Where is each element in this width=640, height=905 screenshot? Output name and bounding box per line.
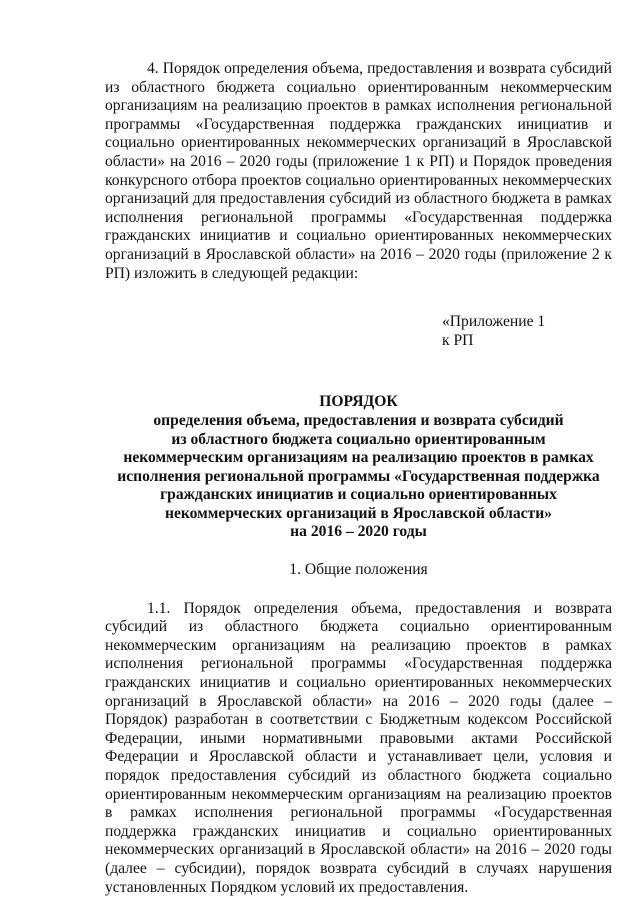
heading-line-6: некоммерческих организаций в Ярославской области» — [165, 504, 552, 522]
paragraph-1-1: 1.1. Порядок определения объема, предоставления и возврата субсидий из областного бюджета социально ориентированным некоммерческим организациям на реализацию проектов в рамках исполнения региональной программы «Государственная поддержка гражданских инициатив и социально ориентированных некоммерческих организаций в Ярославской области» на 2016 – 2020 годы (далее – Порядок) разработан в соответствии с Бюджетным кодексом Российской Федерации, иными нормативными правовыми актами Российской Федерации и Ярославской области и устанавливает цели, условия и порядок предоставления субсидий из областного бюджета социально ориентированным некоммерческим организациям на реализацию проектов в рамках исполнения региональной программы «Государственная поддержка гражданских инициатив и социально ориентированных некоммерческих организаций в Ярославской области» на 2016 – 2020 годы (далее – субсидии), порядок возврата субсидий в случаях нарушения установленных Порядком условий их предоставления. — [105, 599, 612, 896]
appendix-label-line-2: к РП — [442, 331, 474, 349]
heading-line-7: на 2016 – 2020 годы — [290, 523, 427, 541]
heading-line-4: исполнения региональной программы «Государственная поддержка — [117, 467, 600, 485]
heading-line-5: гражданских инициатив и социально ориентированных — [160, 486, 557, 504]
heading-line-3: некоммерческим организациям на реализацию проектов в рамках — [123, 449, 594, 467]
intro-paragraph: 4. Порядок определения объема, предоставления и возврата субсидий из областного бюджета социально ориентированным некоммерческим организациям на реализацию проектов в рамках исполнения региональной программы «Государственная поддержка гражданских инициатив и социально ориентированных некоммерческих организаций в Ярославской области» на 2016 – 2020 годы (приложение 1 к РП) и Порядок проведения конкурсного отбора проектов социально ориентированных некоммерческих организаций для предоставления субсидий из областного бюджета в рамках исполнения региональной программы «Государственная поддержка гражданских инициатив и социально ориентированных некоммерческих организаций в Ярославской области» на 2016 – 2020 годы (приложение 2 к РП) изложить в следующей редакции: — [105, 60, 612, 282]
document-heading — [105, 393, 612, 542]
heading-line-1: определения объема, предоставления и возврата субсидий — [153, 411, 564, 429]
heading-line-2: из областного бюджета социально ориентированным — [171, 430, 546, 448]
appendix-label-line-1: «Приложение 1 — [442, 313, 546, 331]
heading-title: ПОРЯДОК — [319, 393, 398, 411]
appendix-label — [442, 313, 612, 350]
section-title: 1. Общие положения — [289, 561, 428, 579]
